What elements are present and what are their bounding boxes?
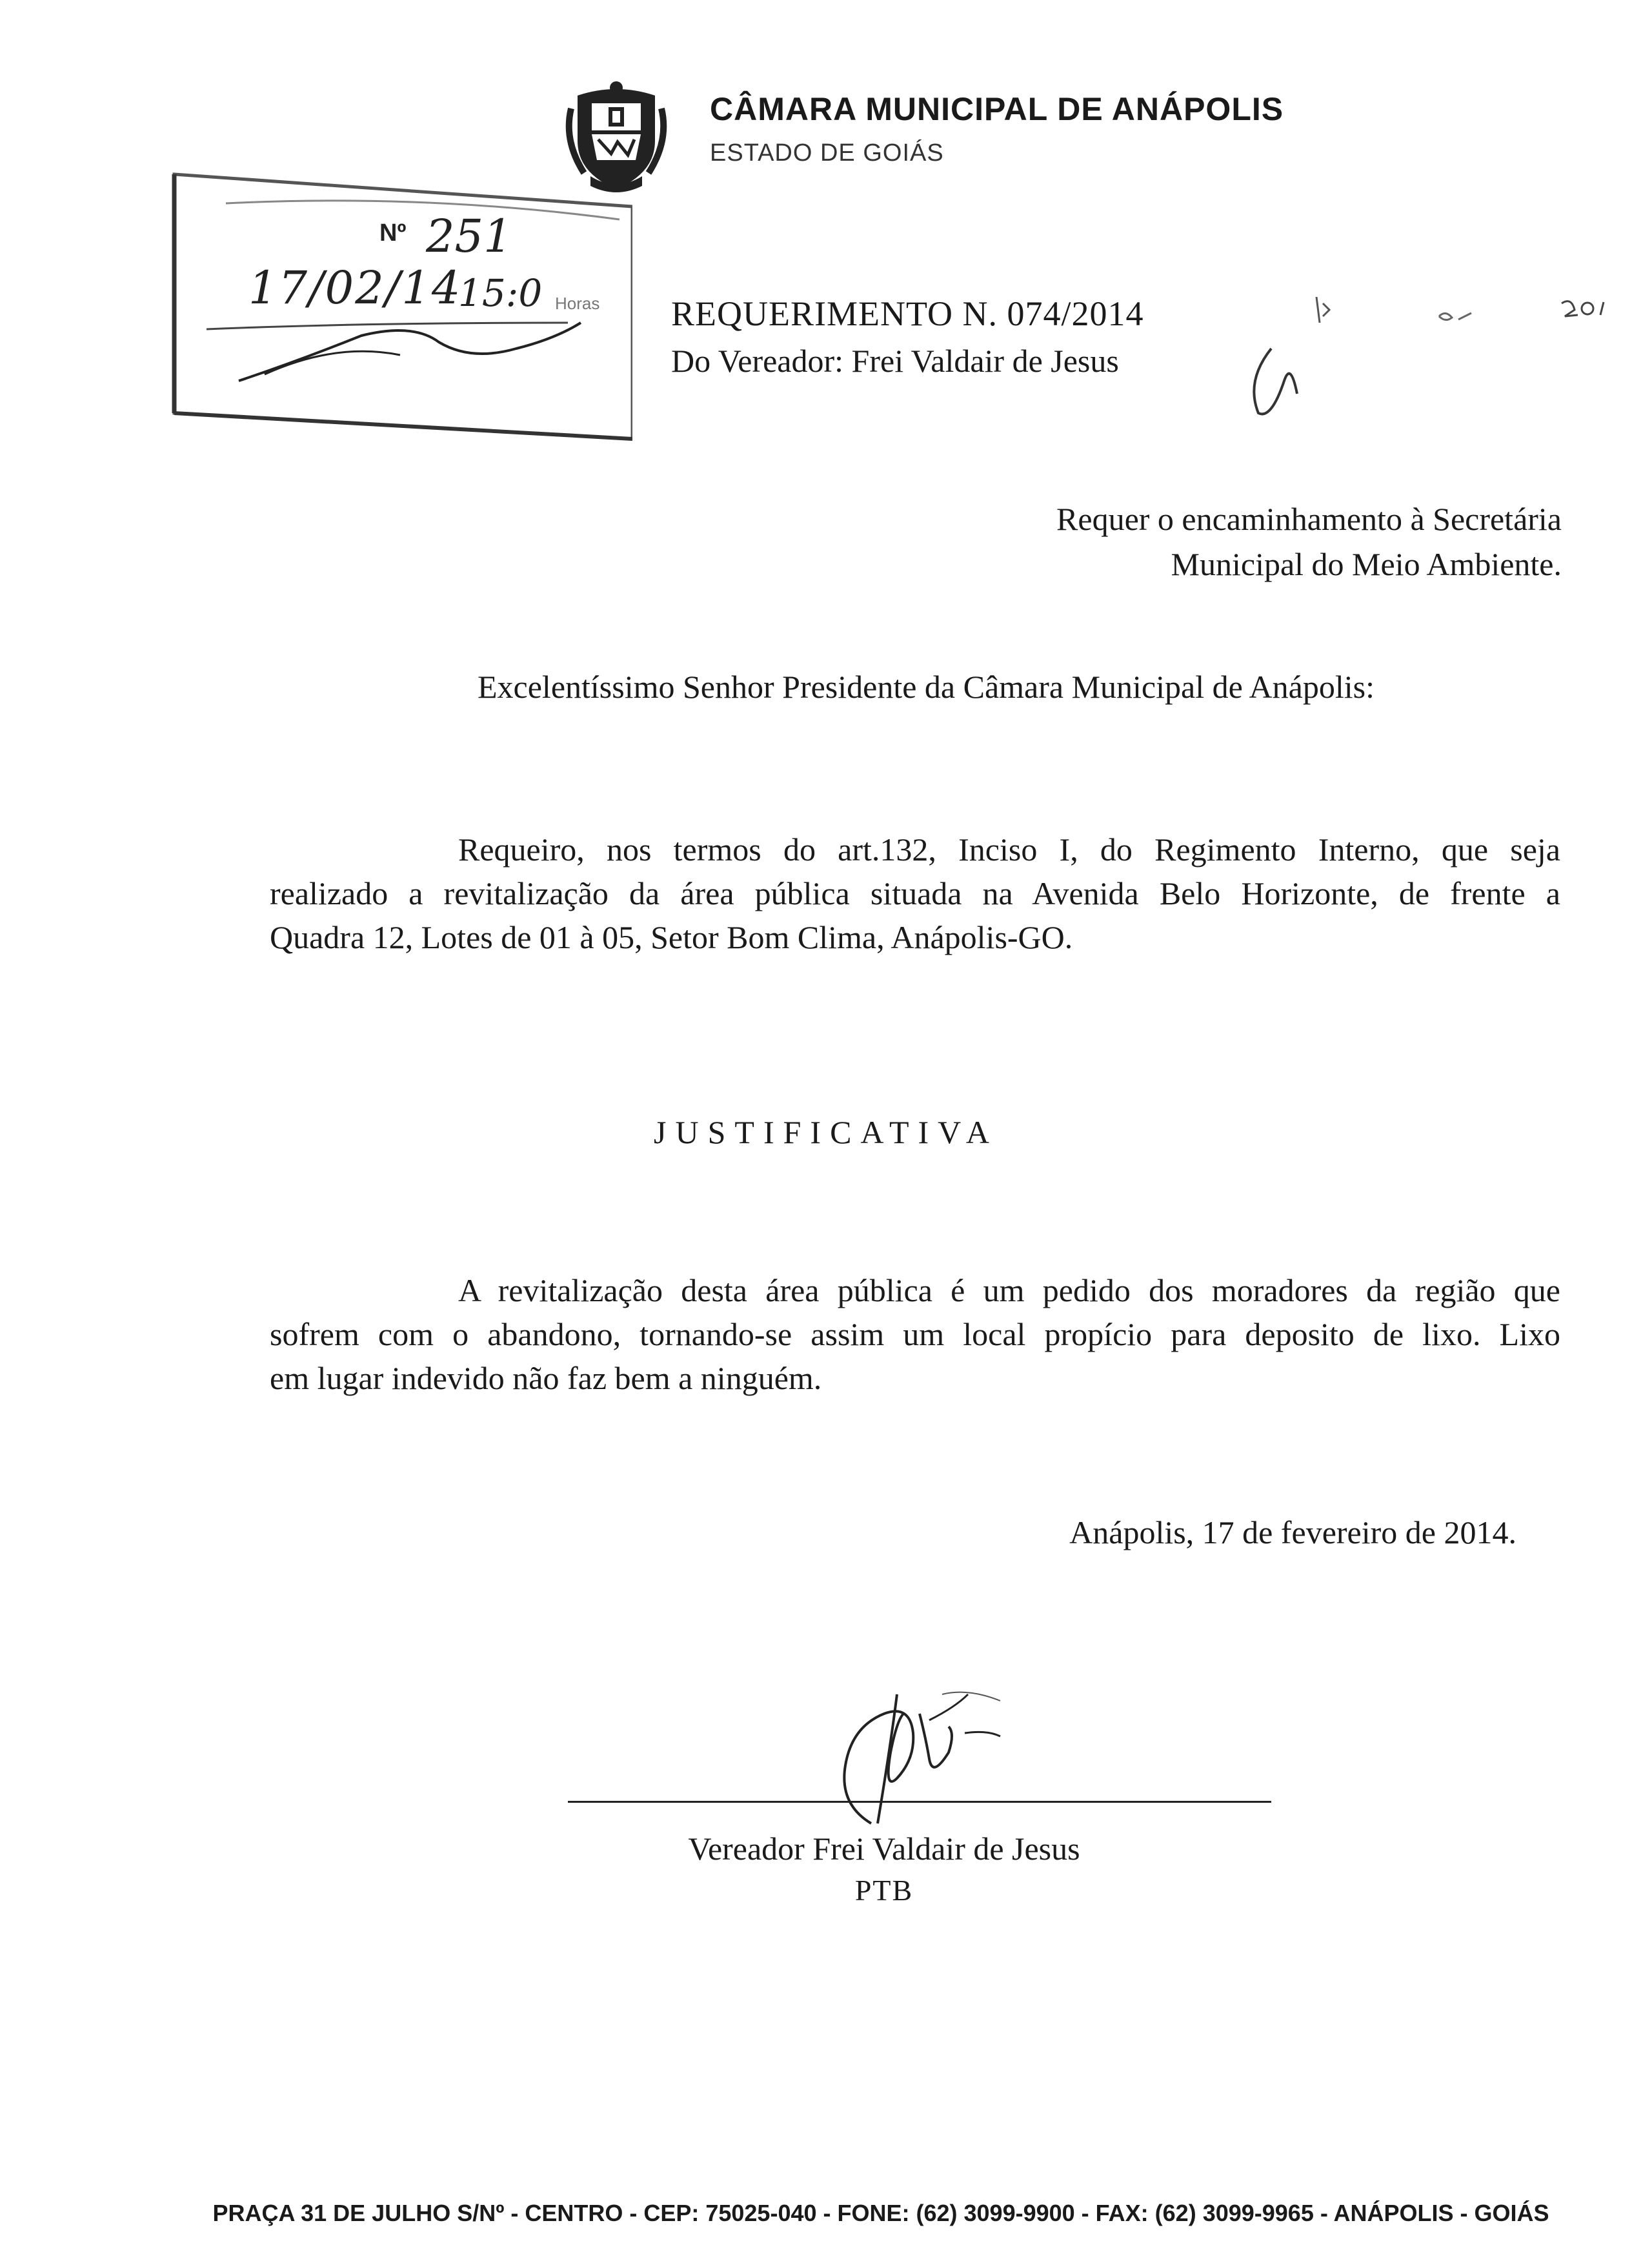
justification-line: em lugar indevido não faz bem a ninguém. [270,1360,822,1396]
request-line: Quadra 12, Lotes de 01 à 05, Setor Bom Clima, Anápolis-GO. [270,919,1073,955]
request-line: Requeiro, nos termos do art.132, Inciso I, do Regimento Interno, que seja [458,831,1560,868]
handwritten-signature [800,1675,1058,1836]
justification-line: sofrem com o abandono, tornando-se assim um local propício para deposito de lixo. Lixo [270,1316,1560,1352]
signature-line [568,1801,1271,1803]
justification-line: A revitalização desta área pública é um pedido dos moradores da região que [458,1272,1560,1308]
justification-heading: JUSTIFICATIVA [654,1114,998,1150]
document-author: Do Vereador: Frei Valdair de Jesus [671,343,1119,379]
handwritten-mark-icon [1226,284,1646,445]
stamp-number: 251 [426,210,512,263]
date-line: Anápolis, 17 de fevereiro de 2014. [1069,1514,1516,1550]
stamp-date: 17/02/14 [248,261,462,314]
document-title: REQUERIMENTO N. 074/2014 [671,294,1144,333]
salutation: Excelentíssimo Senhor Presidente da Câmara Municipal de Anápolis: [478,669,1375,705]
stamp-hours-label: Horas [555,294,600,313]
request-paragraph [270,827,1560,959]
footer-address: PRAÇA 31 DE JULHO S/Nº - CENTRO - CEP: 75025-040 - FONE: (62) 3099-9900 - FAX: (62) 3099-9965 - ANÁPOLIS - GOIÁS [212,2200,1549,2226]
institution-name: CÂMARA MUNICIPAL DE ANÁPOLIS [710,91,1284,127]
ementa-line-1: Requer o encaminhamento à Secretária [1056,501,1562,537]
stamp-number-label: Nº [379,219,407,247]
institution-state: ESTADO DE GOIÁS [710,139,944,167]
stamp-time: 15:0 [458,271,543,315]
request-line: realizado a revitalização da área pública situada na Avenida Belo Horizonte, de frente a [270,875,1560,911]
signer-party: PTB [854,1874,914,1907]
signer-name: Vereador Frei Valdair de Jesus [688,1831,1080,1867]
ementa-line-2: Municipal do Meio Ambiente. [1171,546,1562,582]
justification-paragraph [270,1268,1560,1400]
